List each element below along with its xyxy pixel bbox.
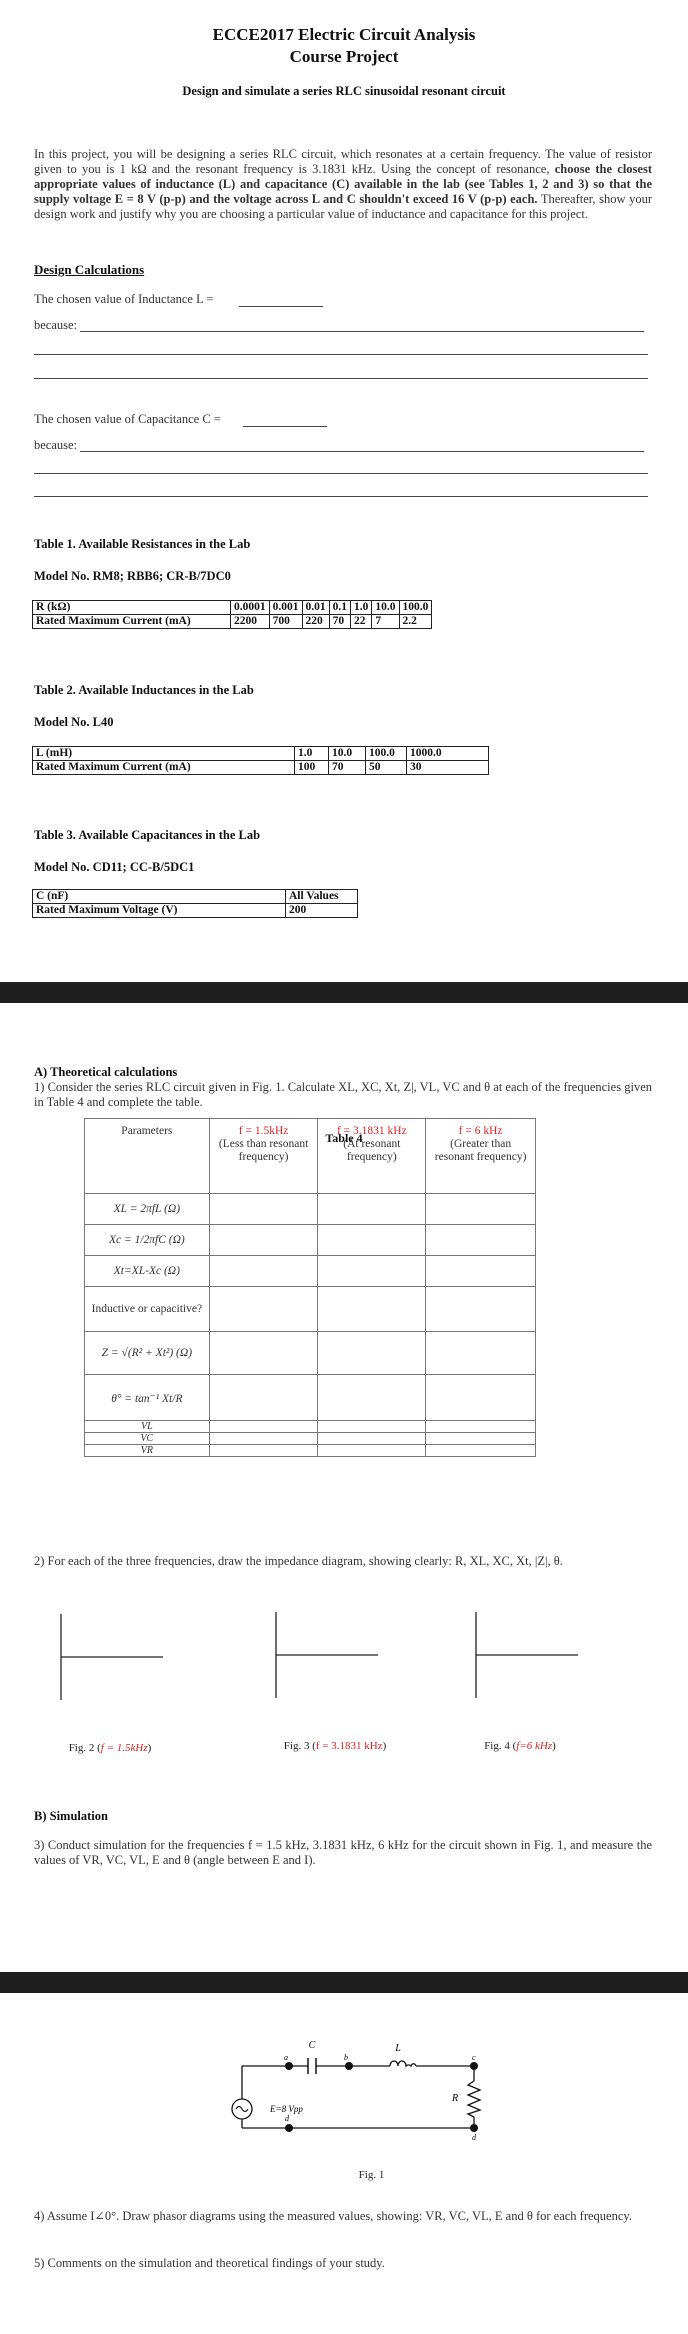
answer-line[interactable] xyxy=(34,378,648,379)
answer-cell[interactable] xyxy=(426,1256,536,1287)
table4 xyxy=(84,1118,536,1457)
intro-text-2: Thereafter, show your design work and justify why you are choosing a particular value of inductance and capacitance for this project. xyxy=(34,192,653,221)
table-cell: 10.0 xyxy=(329,747,366,761)
answer-cell[interactable] xyxy=(426,1194,536,1225)
fig2-prefix: Fig. 2 ( xyxy=(68,1742,101,1754)
table-cell: 70 xyxy=(329,761,366,775)
fig3-prefix: Fig. 3 ( xyxy=(283,1740,316,1752)
table-cell: 0.0001 xyxy=(231,601,270,615)
table2-model: Model No. L40 xyxy=(34,715,114,729)
col3-freq: f = 6 kHz xyxy=(458,1125,503,1137)
answer-cell[interactable] xyxy=(209,1332,318,1375)
table-row xyxy=(85,1433,536,1445)
node-b xyxy=(345,2062,353,2070)
fig3-caption xyxy=(265,1740,405,1752)
table-cell: 0.001 xyxy=(269,601,302,615)
fig2-caption xyxy=(50,1742,170,1754)
answer-cell[interactable] xyxy=(318,1225,426,1256)
intro-paragraph xyxy=(34,147,652,222)
answer-cell[interactable] xyxy=(318,1194,426,1225)
design-heading: Design Calculations xyxy=(34,262,145,277)
resistor-label: R xyxy=(452,2093,459,2104)
table2-caption: Table 2. Available Inductances in the Lab xyxy=(34,683,254,697)
table-header-col2 xyxy=(318,1119,426,1194)
table-cell: All Values xyxy=(286,890,358,904)
table-row xyxy=(33,747,489,761)
table-cell: 1000.0 xyxy=(407,747,489,761)
row-label-vr: VR xyxy=(85,1445,210,1457)
answer-cell[interactable] xyxy=(318,1256,426,1287)
capacitor-label: C xyxy=(308,2040,316,2051)
node-c xyxy=(470,2062,478,2070)
answer-cell[interactable] xyxy=(426,1445,536,1457)
table-cell: 1.0 xyxy=(295,747,329,761)
inductor-icon xyxy=(390,2061,416,2066)
answer-cell[interactable] xyxy=(209,1445,318,1457)
fig3-freq: f = 3.1831 kHz xyxy=(315,1740,383,1752)
row-label-theta: θ° = tan⁻¹ Xt/R xyxy=(85,1375,210,1421)
answer-cell[interactable] xyxy=(209,1194,318,1225)
capacitance-label: The chosen value of Capacitance C = xyxy=(34,412,221,426)
table1-model: Model No. RM8; RBB6; CR-B/7DC0 xyxy=(34,569,231,583)
page-3 xyxy=(0,1993,688,2334)
table-cell: Rated Maximum Voltage (V) xyxy=(33,904,286,918)
circuit-diagram xyxy=(222,2023,492,2142)
row-label-vc: VC xyxy=(85,1433,210,1445)
table-cell: 100.0 xyxy=(366,747,407,761)
capacitance-blank[interactable] xyxy=(243,426,327,427)
table1 xyxy=(32,600,432,629)
answer-cell[interactable] xyxy=(318,1421,426,1433)
col1-freq: f = 1.5kHz xyxy=(238,1125,289,1137)
table-cell: 100.0 xyxy=(399,601,432,615)
answer-cell[interactable] xyxy=(209,1375,318,1421)
page-2 xyxy=(0,1003,688,1972)
table-cell: 0.01 xyxy=(302,601,329,615)
page-divider xyxy=(0,1972,688,1993)
page-subtitle: Design and simulate a series RLC sinusoidal resonant circuit xyxy=(182,84,506,98)
answer-line[interactable] xyxy=(34,496,648,497)
intro-text-1: In this project, you will be designing a series RLC circuit, which resonates at a certain frequency. The value of resistor given to you is 1 kΩ and the resonant frequency is 3.1831 kHz. Using the concept of resonance, xyxy=(34,147,652,176)
col3-note: (Greater than resonant frequency) xyxy=(434,1138,527,1163)
fig2-freq: f = 1.5kHz xyxy=(100,1742,148,1754)
row-label-xc: Xc = 1/2πfC (Ω) xyxy=(85,1225,210,1256)
table-row xyxy=(85,1225,536,1256)
fig3-axes[interactable] xyxy=(275,1612,379,1698)
table-cell: 100 xyxy=(295,761,329,775)
table-cell: L (mH) xyxy=(33,747,295,761)
inductor-label: L xyxy=(395,2043,401,2054)
row-label-z: Z = √(R² + Xt²) (Ω) xyxy=(85,1332,210,1375)
table-cell: Rated Maximum Current (mA) xyxy=(33,761,295,775)
answer-cell[interactable] xyxy=(318,1433,426,1445)
table2 xyxy=(32,746,489,775)
table-row xyxy=(85,1421,536,1433)
question-1: 1) Consider the series RLC circuit given in Fig. 1. Calculate XL, XC, Xt, Z|, VL, VC and θ at each of the frequencies given in Table 4 and complete the table. xyxy=(34,1080,652,1109)
table-cell: 2.2 xyxy=(399,615,432,629)
table-row xyxy=(85,1287,536,1332)
fig4-freq: f=6 kHz xyxy=(516,1740,553,1752)
because-line[interactable] xyxy=(80,331,644,332)
table-header-params: Parameters xyxy=(85,1119,210,1194)
row-label-xt: Xt=XL-Xc (Ω) xyxy=(85,1256,210,1287)
answer-cell[interactable] xyxy=(209,1225,318,1256)
table3 xyxy=(32,889,358,918)
simulation-heading: B) Simulation xyxy=(34,1809,108,1823)
answer-cell[interactable] xyxy=(426,1375,536,1421)
row-label-type: Inductive or capacitive? xyxy=(85,1287,210,1332)
table-cell: 220 xyxy=(302,615,329,629)
answer-line[interactable] xyxy=(34,354,648,355)
node-a-label: a xyxy=(284,2053,288,2062)
fig4-caption xyxy=(465,1740,575,1752)
table-cell: 50 xyxy=(366,761,407,775)
table-cell: 200 xyxy=(286,904,358,918)
project-title: Course Project xyxy=(289,47,399,66)
node-d2 xyxy=(470,2124,478,2132)
node-a xyxy=(285,2062,293,2070)
answer-cell[interactable] xyxy=(318,1375,426,1421)
answer-cell[interactable] xyxy=(426,1287,536,1332)
table-row xyxy=(85,1194,536,1225)
col2-freq: f = 3.1831 kHz xyxy=(336,1125,407,1137)
inductance-label: The chosen value of Inductance L = xyxy=(34,292,214,306)
resistor-icon xyxy=(468,2081,480,2117)
answer-cell[interactable] xyxy=(209,1421,318,1433)
table-row xyxy=(85,1332,536,1375)
col1-note: (Less than resonant frequency) xyxy=(218,1138,309,1163)
table-row xyxy=(33,904,358,918)
answer-cell[interactable] xyxy=(318,1445,426,1457)
row-label-vl: VL xyxy=(85,1421,210,1433)
answer-cell[interactable] xyxy=(426,1421,536,1433)
answer-line[interactable] xyxy=(34,473,648,474)
page-1 xyxy=(0,0,688,982)
table-row xyxy=(33,601,432,615)
table-cell: 30 xyxy=(407,761,489,775)
table-row xyxy=(85,1119,536,1194)
table-cell: 70 xyxy=(329,615,350,629)
inductance-blank[interactable] xyxy=(239,306,323,307)
theory-heading: A) Theoretical calculations xyxy=(34,1065,178,1079)
table-cell: C (nF) xyxy=(33,890,286,904)
table1-caption: Table 1. Available Resistances in the Lab xyxy=(34,537,251,551)
page-divider xyxy=(0,982,688,1003)
answer-cell[interactable] xyxy=(426,1225,536,1256)
answer-cell[interactable] xyxy=(426,1433,536,1445)
source-label: E=8 Vpp xyxy=(270,2104,303,2114)
col2-note: (At resonant frequency) xyxy=(343,1138,401,1163)
fig4-close: ) xyxy=(552,1740,556,1752)
node-d2-label: d xyxy=(472,2133,476,2142)
question-2: 2) For each of the three frequencies, draw the impedance diagram, showing clearly: R, XL, XC, Xt, |Z|, θ. xyxy=(34,1554,563,1568)
answer-cell[interactable] xyxy=(209,1433,318,1445)
table-row xyxy=(85,1375,536,1421)
table-cell: 1.0 xyxy=(351,601,372,615)
fig1-caption: Fig. 1 xyxy=(358,2169,385,2181)
fig2-close: ) xyxy=(147,1742,152,1754)
question-5: 5) Comments on the simulation and theoretical findings of your study. xyxy=(34,2256,385,2270)
question-3: 3) Conduct simulation for the frequencies f = 1.5 kHz, 3.1831 kHz, 6 kHz for the circuit shown in Fig. 1, and measure the values of VR, VC, VL, E and θ (angle between E and I). xyxy=(34,1838,652,1867)
table-cell: Rated Maximum Current (mA) xyxy=(33,615,231,629)
fig3-close: ) xyxy=(382,1740,387,1752)
capacitance-because-label: because: xyxy=(34,438,78,452)
answer-cell[interactable] xyxy=(318,1332,426,1375)
node-c-label: c xyxy=(472,2053,476,2062)
table-header-col3 xyxy=(426,1119,536,1194)
table-cell: R (kΩ) xyxy=(33,601,231,615)
table4-title: Table 4 xyxy=(325,1131,363,1145)
question-4: 4) Assume I∠0°. Draw phasor diagrams using the measured values, showing: VR, VC, VL, E and θ for each frequency. xyxy=(34,2209,632,2223)
answer-cell[interactable] xyxy=(209,1256,318,1287)
table3-caption: Table 3. Available Capacitances in the Lab xyxy=(34,828,261,842)
table-row xyxy=(33,890,358,904)
table-cell: 0.1 xyxy=(329,601,350,615)
table-cell: 10.0 xyxy=(372,601,399,615)
table3-model: Model No. CD11; CC-B/5DC1 xyxy=(34,860,195,874)
fig2-axes[interactable] xyxy=(60,1614,164,1700)
fig4-axes[interactable] xyxy=(475,1612,579,1698)
intro-bold: choose the closest appropriate values of inductance (L) and capacitance (C) available in the lab (see Tables 1, 2 and 3) so that the supply voltage E = 8 V (p-p) and the voltage across L and C shouldn't exceed 16 V (p-p) each. xyxy=(34,162,652,206)
node-d xyxy=(285,2124,293,2132)
table-cell: 2200 xyxy=(231,615,270,629)
because-line[interactable] xyxy=(80,451,644,452)
answer-cell[interactable] xyxy=(318,1287,426,1332)
table-header-col1 xyxy=(209,1119,318,1194)
table-cell: 22 xyxy=(351,615,372,629)
answer-cell[interactable] xyxy=(426,1332,536,1375)
course-title: ECCE2017 Electric Circuit Analysis xyxy=(212,25,476,44)
table-cell: 7 xyxy=(372,615,399,629)
inductance-because-label: because: xyxy=(34,318,78,332)
table-cell: 700 xyxy=(269,615,302,629)
table-row xyxy=(33,761,489,775)
table-row xyxy=(33,615,432,629)
node-b-label: b xyxy=(344,2053,348,2062)
table-row xyxy=(85,1256,536,1287)
answer-cell[interactable] xyxy=(209,1287,318,1332)
fig4-prefix: Fig. 4 ( xyxy=(484,1740,517,1752)
row-label-xl: XL = 2πfL (Ω) xyxy=(85,1194,210,1225)
node-d-label: d xyxy=(285,2114,289,2123)
table-row xyxy=(85,1445,536,1457)
